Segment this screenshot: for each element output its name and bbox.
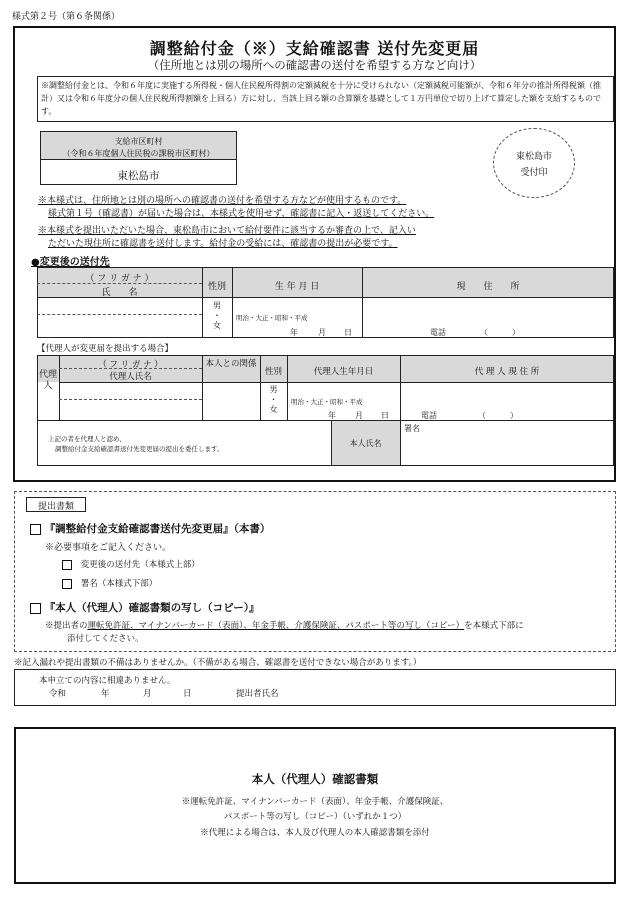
municipality-sublabel: （令和６年度個人住民税の課税市区町村） (62, 149, 215, 158)
doc-item1 (30, 521, 270, 536)
usage-note-1a: ※本様式は、住所地とは別の場所への確認書の送付を希望する方などが使用するものです。 (38, 196, 407, 206)
declaration-day: 日 (183, 689, 192, 699)
recipient-era-options[interactable]: 明治・大正・昭和・平成 (236, 314, 308, 322)
doc-sub2-label: 署名（本様式下部） (80, 579, 158, 589)
doc-item2-label: 『本人（代理人）確認書類の写し（コピー）』 (44, 602, 260, 614)
doc-item2-note-a: ※提出者の (45, 621, 88, 631)
signature-input[interactable] (401, 433, 613, 465)
declaration-year: 年 (101, 689, 110, 699)
id-box-line1: ※運転免許証、マイナンバーカード（表面）、年金手帳、介護保険証、 (181, 797, 449, 807)
declaration-month: 月 (143, 689, 152, 699)
warning-text: ※記入漏れや提出書類の不備はありませんか。（不備がある場合、確認書を送付できない場合があります。） (14, 658, 422, 668)
municipality-box (40, 131, 237, 185)
doc-sub1 (62, 558, 200, 570)
doc-sub2-checkbox[interactable] (62, 579, 72, 589)
agent-name-input[interactable] (60, 400, 201, 419)
id-box-title: 本人（代理人）確認書類 (251, 772, 379, 786)
agent-side-label: 代理人 (38, 370, 57, 391)
id-box-line2: パスポート等の写し（コピー）（いずれか１つ） (223, 812, 407, 822)
agent-heading: 【代理人が変更届を提出する場合】 (37, 344, 174, 354)
principal-name-label: 本人氏名 (349, 439, 382, 448)
agent-gender-dot: ・ (269, 395, 278, 404)
stamp-line1: 東松島市 (515, 152, 552, 162)
definition-note (37, 76, 614, 122)
agent-phone-label: 電話 (421, 411, 437, 420)
doc-sub2 (62, 577, 157, 589)
recipient-address-input[interactable] (363, 298, 613, 324)
agent-gender-female[interactable]: 女 (269, 405, 278, 414)
recipient-furigana-input[interactable] (38, 298, 201, 313)
doc-sub1-checkbox[interactable] (62, 560, 72, 570)
doc-item1-note: ※必要事項をご記入ください。 (45, 543, 172, 553)
agent-address-header: 代 理 人 現 住 所 (474, 367, 540, 377)
declaration-text: 本申立ての内容に相違ありません。 (39, 676, 176, 686)
delegation-line1: 上記の者を代理人と認め、 (48, 435, 126, 443)
recipient-gender-header: 性別 (207, 282, 226, 292)
submitter-name-input[interactable] (290, 684, 600, 700)
agent-gender-header: 性別 (264, 367, 282, 377)
doc-item2-note-b: 運転免許証、マイナンバーカード（表面）、年金手帳、介護保険証、パスポート等の写し（コピー） (87, 621, 465, 631)
signature-label: 署名 (404, 424, 420, 433)
gender-male[interactable]: 男 (213, 301, 221, 310)
recipient-address-header: 現 住 所 (456, 282, 520, 292)
agent-month-label: 月 (355, 411, 363, 420)
agent-address-input[interactable] (401, 383, 613, 407)
agent-furigana-header: （ フ リ ガ ナ ） (98, 360, 163, 370)
agent-relation-input[interactable] (203, 383, 259, 419)
gender-dot: ・ (213, 311, 221, 320)
agent-phone-input[interactable]: （ ） (478, 411, 518, 420)
documents-label-box (26, 497, 86, 512)
reception-stamp (493, 128, 575, 198)
municipality-label: 支給市区町村 (114, 137, 163, 146)
doc-sub1-label: 変更後の送付先（本様式上部） (80, 560, 200, 570)
doc-item1-checkbox[interactable] (30, 524, 41, 535)
agent-gender-options[interactable] (260, 385, 287, 415)
doc-item2-checkbox[interactable] (30, 603, 41, 614)
page-subtitle: （住所地とは別の場所への確認書の送付を希望する方など向け） (147, 58, 482, 72)
form-number: 様式第２号（第６条関係） (12, 12, 121, 22)
submitter-label: 提出者氏名 (236, 689, 279, 699)
recipient-name-input[interactable] (38, 315, 201, 337)
agent-era-options[interactable]: 明治・大正・昭和・平成 (291, 398, 363, 406)
recipient-gender-options[interactable] (202, 301, 232, 331)
recipient-furigana-header: （ フ リ ガ ナ ） (85, 274, 154, 284)
doc-item2 (30, 600, 260, 615)
id-box-line3: ※代理による場合は、本人及び代理人の本人確認書類を添付 (200, 828, 430, 838)
agent-gender-male[interactable]: 男 (269, 385, 278, 394)
doc-item2-note-line2: 添付してください。 (67, 634, 144, 644)
documents-label: 提出書類 (37, 502, 74, 512)
section-title: ●変更後の送付先 (31, 257, 110, 268)
delegation-line2: 調整給付金支給確認書送付先変更届の提出を委任します。 (55, 445, 224, 453)
doc-item2-note (45, 619, 524, 631)
recipient-name-header: 氏 名 (101, 288, 138, 298)
gender-female[interactable]: 女 (213, 321, 221, 330)
usage-note-1b: 様式第１号（確認書）が届いた場合は、本様式を使用せず、確認書に記入・返送してください。 (48, 209, 435, 219)
recipient-phone-label: 電話 (430, 328, 446, 337)
declaration-era: 令和 (49, 689, 67, 699)
recipient-day-label: 日 (344, 328, 352, 337)
usage-note-2b: ただいた現住所に確認書を送付します。給付金の受給には、確認書の提出が必要です。 (48, 239, 398, 249)
agent-year-label: 年 (328, 411, 336, 420)
agent-relation-header: 本人との関係 (205, 359, 257, 369)
recipient-year-label: 年 (290, 328, 298, 337)
municipality-value: 東松島市 (117, 170, 160, 182)
agent-furigana-input[interactable] (60, 383, 201, 398)
stamp-line2: 受付印 (520, 168, 548, 178)
doc-item1-label: 『調整給付金支給確認書送付先変更届』（本書） (44, 523, 271, 535)
recipient-phone-input[interactable]: （ ） (480, 328, 520, 337)
doc-item2-note-c: を本様式下部に (464, 621, 524, 631)
recipient-month-label: 月 (318, 328, 326, 337)
definition-note-text: ※調整給付金とは、令和６年度に実施する所得税・個人住民税所得割の定額減税を十分に受けられない（定額減税可能額が、令和６年分の推計所得税額（推計）又は令和６年度分の個人住民税所得割額を上回る）方に対し、当該上回る額の合算額を基礎として１万円単位で切り上げて算定した額を支給するものです。 (41, 81, 601, 116)
usage-note-2a: ※本様式を提出いただいた場合、東松島市において給付要件に該当するか審査の上で、記入い (38, 226, 416, 236)
recipient-birth-header: 生 年 月 日 (274, 282, 320, 292)
agent-name-header: 代理人氏名 (109, 372, 152, 382)
agent-day-label: 日 (381, 411, 389, 420)
page-title: 調整給付金（※）支給確認書 送付先変更届 (149, 39, 480, 58)
agent-birth-header: 代理人生年月日 (313, 367, 374, 377)
